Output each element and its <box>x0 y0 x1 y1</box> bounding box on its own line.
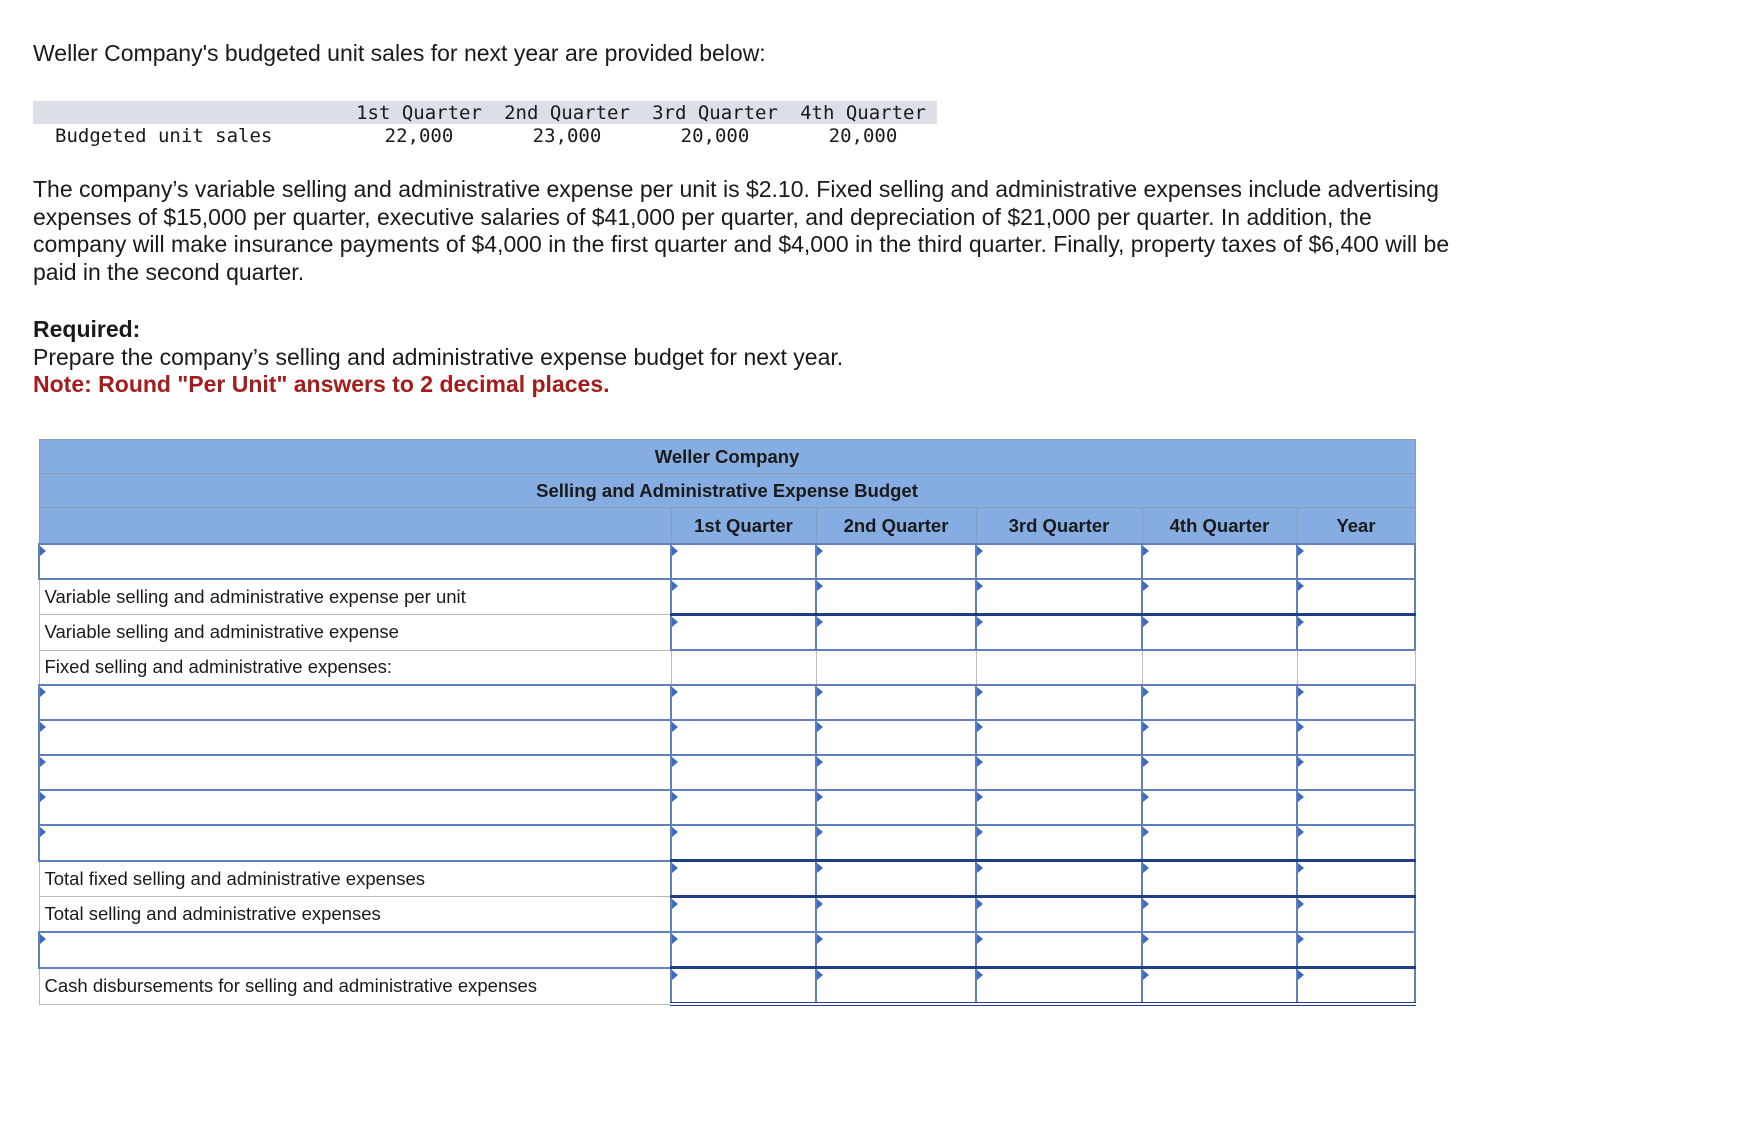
input-marker-icon <box>1143 757 1149 767</box>
empty-cell <box>1142 650 1297 685</box>
input-marker-icon <box>672 792 678 802</box>
input-marker-icon <box>1143 581 1149 591</box>
cell-input-q3[interactable] <box>976 544 1142 579</box>
input-marker-icon <box>672 899 678 909</box>
cell-input-q1[interactable] <box>671 544 816 579</box>
unit-sales-header-row <box>33 101 937 124</box>
budget-row-unit-sales <box>39 544 1415 579</box>
input-marker-icon <box>1298 757 1304 767</box>
empty-cell <box>816 650 976 685</box>
cell-input-q2[interactable] <box>816 790 976 825</box>
budget-header-blank <box>39 508 671 545</box>
input-marker-icon <box>817 581 823 591</box>
cell-input-year[interactable] <box>1297 615 1415 651</box>
cell-input-q1[interactable] <box>671 968 816 1005</box>
input-marker-icon <box>672 722 678 732</box>
input-marker-icon <box>817 546 823 556</box>
budget-row-total-fixed <box>39 861 1415 897</box>
input-marker-icon <box>40 757 46 767</box>
row-label-fixed-header: Fixed selling and administrative expenses: <box>39 650 671 685</box>
input-marker-icon <box>977 757 983 767</box>
unit-sales-header-q1: 1st Quarter <box>356 101 482 124</box>
cell-input-q4[interactable] <box>1142 579 1297 615</box>
input-marker-icon <box>1143 546 1149 556</box>
input-marker-icon <box>1298 581 1304 591</box>
empty-cell <box>1297 650 1415 685</box>
budget-header-q1: 1st Quarter <box>671 508 816 545</box>
unit-sales-q3: 20,000 <box>680 124 750 147</box>
input-marker-icon <box>817 863 823 873</box>
cell-input-q4[interactable] <box>1142 897 1297 933</box>
cell-input-q3[interactable] <box>976 755 1142 790</box>
unit-sales-q1: 22,000 <box>384 124 454 147</box>
cell-input-q3[interactable] <box>976 685 1142 720</box>
input-marker-icon <box>1298 617 1304 627</box>
cell-input-q2[interactable] <box>816 861 976 897</box>
intro-text: Weller Company's budgeted unit sales for next year are provided below: <box>33 40 766 66</box>
input-marker-icon <box>40 934 46 944</box>
input-marker-icon <box>977 970 983 980</box>
budget-row-fixed-item <box>39 755 1415 790</box>
budget-header-year: Year <box>1297 508 1415 545</box>
budget-row-adjustment <box>39 932 1415 968</box>
input-marker-icon <box>977 899 983 909</box>
row-label-var-per-unit: Variable selling and administrative expense per unit <box>39 579 671 615</box>
cell-input-year[interactable] <box>1297 544 1415 579</box>
input-marker-icon <box>817 722 823 732</box>
input-marker-icon <box>1298 792 1304 802</box>
input-marker-icon <box>40 792 46 802</box>
cell-input-year[interactable] <box>1297 720 1415 755</box>
cell-input-q3[interactable] <box>976 790 1142 825</box>
input-marker-icon <box>977 934 983 944</box>
row-label-cash: Cash disbursements for selling and administrative expenses <box>39 968 671 1005</box>
cell-input-q3[interactable] <box>976 861 1142 897</box>
cell-input-q4[interactable] <box>1142 755 1297 790</box>
cell-input-q4[interactable] <box>1142 825 1297 861</box>
cell-input-q3[interactable] <box>976 615 1142 651</box>
cell-input-year[interactable] <box>1297 897 1415 933</box>
cell-input-q3[interactable] <box>976 968 1142 1005</box>
cell-input-year[interactable] <box>1297 825 1415 861</box>
budget-header-q2: 2nd Quarter <box>816 508 976 545</box>
unit-sales-row-label: Budgeted unit sales <box>55 124 273 147</box>
empty-cell <box>976 650 1142 685</box>
cell-input-q2[interactable] <box>816 968 976 1005</box>
input-marker-icon <box>1143 827 1149 837</box>
input-marker-icon <box>977 581 983 591</box>
budget-header-q4: 4th Quarter <box>1142 508 1297 545</box>
row-label-input[interactable] <box>39 932 671 968</box>
budget-row-fixed-item <box>39 790 1415 825</box>
input-marker-icon <box>977 617 983 627</box>
input-marker-icon <box>40 687 46 697</box>
budget-company-name: Weller Company <box>39 440 1415 474</box>
budget-row-cash <box>39 968 1415 1005</box>
budget-title: Selling and Administrative Expense Budget <box>39 474 1415 508</box>
input-marker-icon <box>817 934 823 944</box>
row-label-input[interactable] <box>39 720 671 755</box>
unit-sales-header-q2: 2nd Quarter <box>504 101 630 124</box>
unit-sales-header-q3: 3rd Quarter <box>652 101 778 124</box>
cell-input-q1[interactable] <box>671 932 816 968</box>
cell-input-year[interactable] <box>1297 968 1415 1005</box>
budget-row-fixed-item <box>39 685 1415 720</box>
unit-sales-q4: 20,000 <box>828 124 898 147</box>
input-marker-icon <box>817 757 823 767</box>
required-description: Prepare the company’s selling and administrative expense budget for next year. <box>33 343 844 370</box>
row-label-input[interactable] <box>39 790 671 825</box>
cell-input-q2[interactable] <box>816 685 976 720</box>
input-marker-icon <box>1298 546 1304 556</box>
cell-input-q4[interactable] <box>1142 615 1297 651</box>
problem-paragraph: The company’s variable selling and administrative expense per unit is $2.10. Fixed selling and administrative expenses include advertising expenses of $15,000 per quarter, executive salaries of $41,000 per quarter, and depreciation of $21,000 per quarter. In addition, the company will make insurance payments of $4,000 in the first quarter and $4,000 in the third quarter. Finally, property taxes of $6,400 will be paid in the second quarter. <box>33 176 1450 285</box>
row-label-var-expense: Variable selling and administrative expense <box>39 615 671 651</box>
cell-input-q4[interactable] <box>1142 968 1297 1005</box>
cell-input-q3[interactable] <box>976 897 1142 933</box>
input-marker-icon <box>672 757 678 767</box>
required-heading: Required: <box>33 316 141 342</box>
input-marker-icon <box>817 792 823 802</box>
cell-input-q1[interactable] <box>671 861 816 897</box>
input-marker-icon <box>672 863 678 873</box>
input-marker-icon <box>1143 970 1149 980</box>
row-label-input[interactable] <box>39 685 671 720</box>
cell-input-q1[interactable] <box>671 825 816 861</box>
input-marker-icon <box>672 970 678 980</box>
input-marker-icon <box>977 792 983 802</box>
cell-input-q1[interactable] <box>671 897 816 933</box>
input-marker-icon <box>977 722 983 732</box>
unit-sales-q2: 23,000 <box>532 124 602 147</box>
input-marker-icon <box>40 546 46 556</box>
input-marker-icon <box>40 722 46 732</box>
input-marker-icon <box>817 899 823 909</box>
input-marker-icon <box>977 687 983 697</box>
cell-input-q1[interactable] <box>671 755 816 790</box>
input-marker-icon <box>1143 863 1149 873</box>
cell-input-q2[interactable] <box>816 755 976 790</box>
input-marker-icon <box>1143 899 1149 909</box>
cell-input-q2[interactable] <box>816 544 976 579</box>
cell-input-q1[interactable] <box>671 720 816 755</box>
budget-row-total <box>39 897 1415 933</box>
input-marker-icon <box>672 617 678 627</box>
row-label-input[interactable] <box>39 544 671 579</box>
unit-sales-header-q4: 4th Quarter <box>800 101 926 124</box>
budget-row-var-per-unit <box>39 579 1415 615</box>
required-section <box>33 316 843 399</box>
cell-input-q4[interactable] <box>1142 685 1297 720</box>
budget-column-header-row <box>39 508 1415 545</box>
cell-input-q3[interactable] <box>976 825 1142 861</box>
input-marker-icon <box>817 687 823 697</box>
cell-input-q2[interactable] <box>816 897 976 933</box>
unit-sales-table <box>33 101 937 147</box>
cell-input-q2[interactable] <box>816 825 976 861</box>
cell-input-q2[interactable] <box>816 932 976 968</box>
input-marker-icon <box>672 581 678 591</box>
input-marker-icon <box>1298 970 1304 980</box>
input-marker-icon <box>977 827 983 837</box>
cell-input-year[interactable] <box>1297 932 1415 968</box>
budget-row-fixed-item <box>39 720 1415 755</box>
input-marker-icon <box>817 617 823 627</box>
cell-input-q4[interactable] <box>1142 790 1297 825</box>
budget-header-q3: 3rd Quarter <box>976 508 1142 545</box>
input-marker-icon <box>977 863 983 873</box>
cell-input-q2[interactable] <box>816 579 976 615</box>
unit-sales-header-blank <box>33 101 345 124</box>
budget-table <box>38 439 1416 1006</box>
input-marker-icon <box>1298 827 1304 837</box>
cell-input-q4[interactable] <box>1142 544 1297 579</box>
cell-input-q2[interactable] <box>816 720 976 755</box>
row-label-input[interactable] <box>39 755 671 790</box>
row-label-input[interactable] <box>39 825 671 861</box>
cell-input-year[interactable] <box>1297 755 1415 790</box>
cell-input-year[interactable] <box>1297 861 1415 897</box>
cell-input-q3[interactable] <box>976 932 1142 968</box>
input-marker-icon <box>1298 687 1304 697</box>
cell-input-year[interactable] <box>1297 790 1415 825</box>
input-marker-icon <box>672 827 678 837</box>
input-marker-icon <box>40 827 46 837</box>
cell-input-q1[interactable] <box>671 615 816 651</box>
cell-input-q1[interactable] <box>671 579 816 615</box>
row-label-total-fixed: Total fixed selling and administrative expenses <box>39 861 671 897</box>
input-marker-icon <box>1298 722 1304 732</box>
cell-input-q1[interactable] <box>671 685 816 720</box>
input-marker-icon <box>1298 863 1304 873</box>
cell-input-q1[interactable] <box>671 790 816 825</box>
input-marker-icon <box>672 546 678 556</box>
cell-input-q4[interactable] <box>1142 932 1297 968</box>
input-marker-icon <box>672 687 678 697</box>
input-marker-icon <box>1143 934 1149 944</box>
input-marker-icon <box>1298 899 1304 909</box>
cell-input-q2[interactable] <box>816 615 976 651</box>
rounding-note: Note: Round "Per Unit" answers to 2 decimal places. <box>33 371 610 397</box>
input-marker-icon <box>672 934 678 944</box>
cell-input-q4[interactable] <box>1142 861 1297 897</box>
cell-input-q3[interactable] <box>976 720 1142 755</box>
budget-row-var-expense <box>39 615 1415 651</box>
empty-cell <box>671 650 816 685</box>
budget-company-row <box>39 440 1415 474</box>
input-marker-icon <box>1143 792 1149 802</box>
cell-input-q3[interactable] <box>976 579 1142 615</box>
cell-input-year[interactable] <box>1297 685 1415 720</box>
cell-input-q4[interactable] <box>1142 720 1297 755</box>
input-marker-icon <box>1143 687 1149 697</box>
cell-input-year[interactable] <box>1297 579 1415 615</box>
input-marker-icon <box>1143 722 1149 732</box>
input-marker-icon <box>977 546 983 556</box>
budget-row-fixed-header <box>39 650 1415 685</box>
budget-row-fixed-item <box>39 825 1415 861</box>
input-marker-icon <box>1143 617 1149 627</box>
budget-title-row <box>39 474 1415 508</box>
input-marker-icon <box>817 970 823 980</box>
input-marker-icon <box>1298 934 1304 944</box>
row-label-total: Total selling and administrative expenses <box>39 897 671 933</box>
input-marker-icon <box>817 827 823 837</box>
unit-sales-row <box>33 124 937 147</box>
